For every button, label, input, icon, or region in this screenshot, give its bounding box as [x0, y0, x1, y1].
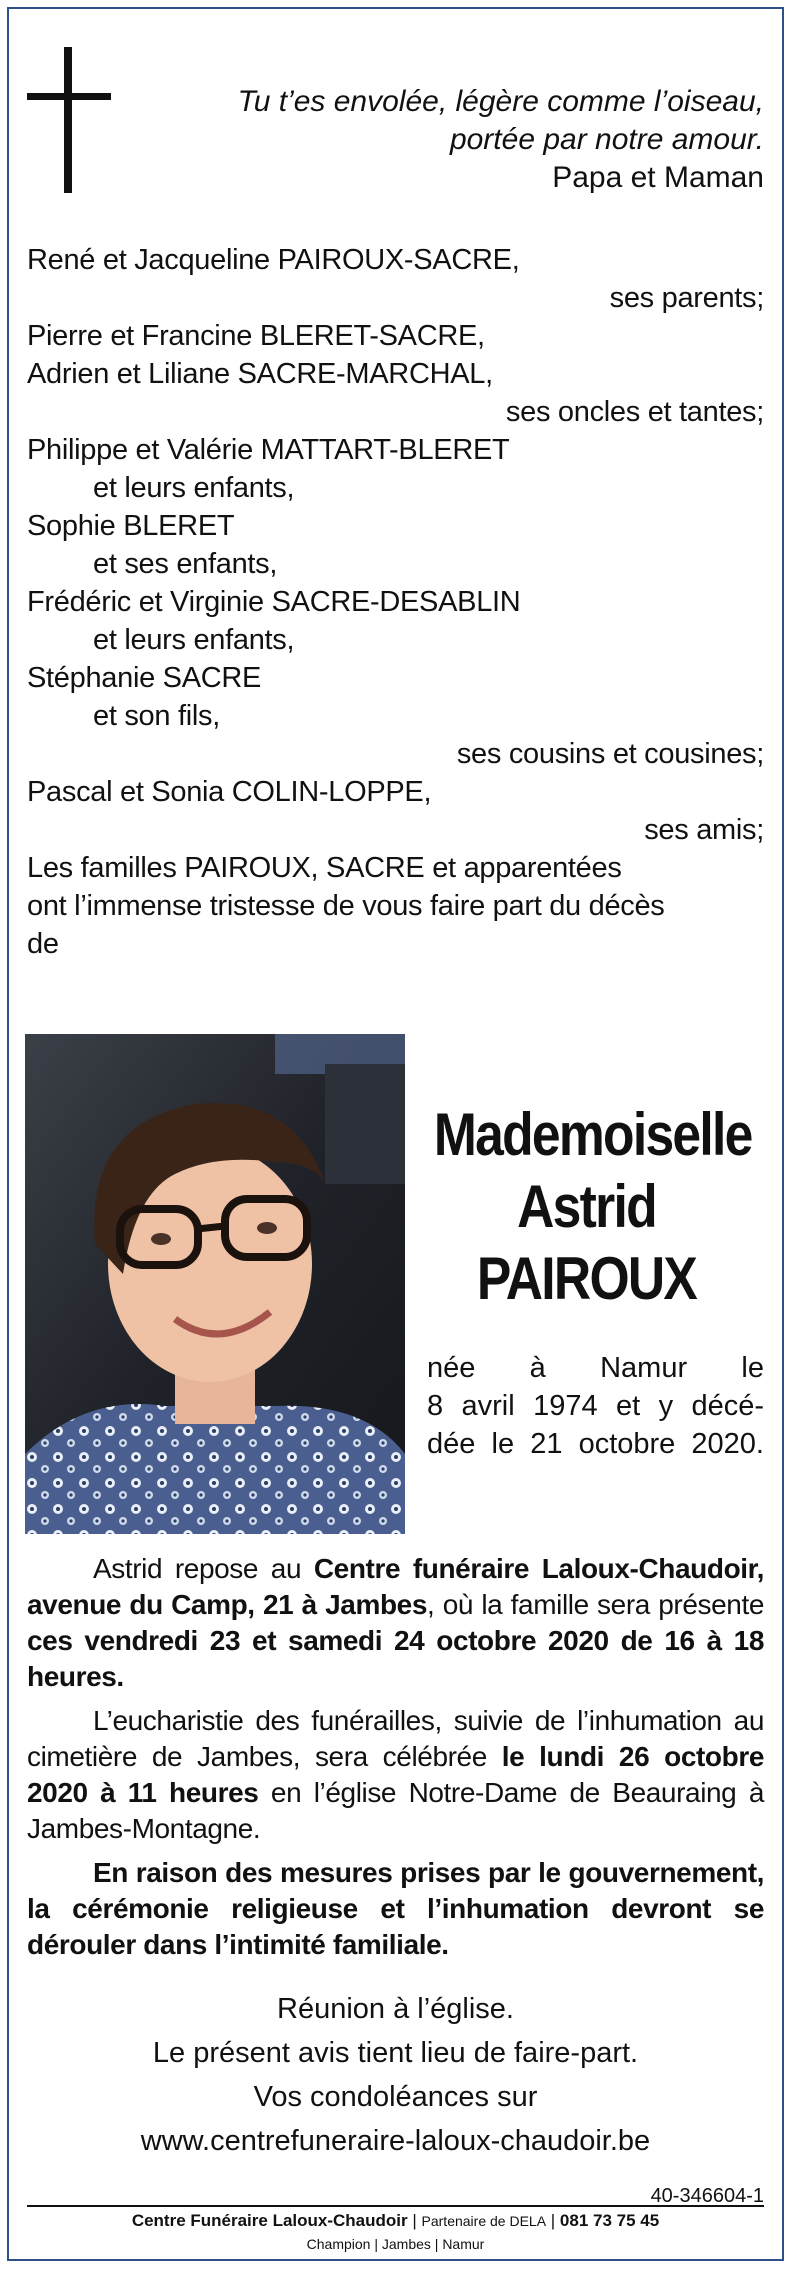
epigraph: [238, 83, 764, 197]
obituary-notice: [7, 7, 784, 2261]
family-subline: et son fils,: [93, 700, 220, 732]
funeral-home-address: Centre funéraire Laloux-Chaudoir, avenue du Camp, 21 à Jambes: [27, 1553, 765, 1620]
family-subline: et ses enfants,: [93, 548, 278, 580]
partner-label: Partenaire de DELA: [421, 2213, 547, 2229]
footer-divider: [27, 2205, 764, 2207]
family-line: Frédéric et Virginie SACRE-DESABLIN: [27, 586, 521, 618]
footer-locations: Champion | Jambes | Namur: [306, 2236, 485, 2252]
family-line: Les familles PAIROUX, SACRE et apparentées: [27, 852, 622, 884]
relation-label: ses amis;: [644, 814, 764, 846]
phone-number: 081 73 75 45: [559, 2211, 660, 2230]
deceased-first-name: Astrid: [517, 1173, 656, 1240]
separator: |: [412, 2211, 422, 2230]
portrait-photo: [25, 1034, 405, 1534]
deceased-last-name: PAIROUX: [476, 1245, 697, 1312]
reference-number: 40-346604-1: [650, 2185, 764, 2207]
condolences-note: Vos condoléances sur: [253, 2081, 538, 2113]
date-line: 8 avril 1974 et y décé-: [427, 1390, 764, 1422]
notice-note: Le présent avis tient lieu de faire-part.: [152, 2037, 639, 2069]
funeral-details: [27, 1551, 764, 1971]
footer: [27, 2209, 764, 2256]
relation-label: ses cousins et cousines;: [456, 738, 764, 770]
epigraph-line: portée par notre amour.: [449, 123, 764, 156]
relation-label: ses oncles et tantes;: [505, 396, 764, 428]
website-link[interactable]: www.centrefuneraire-laloux-chaudoir.be: [140, 2125, 651, 2157]
deceased-title: Mademoiselle: [433, 1101, 752, 1168]
family-line: Pierre et Francine BLERET-SACRE,: [27, 320, 485, 352]
closing-notes: [27, 1987, 764, 2163]
family-line: Philippe et Valérie MATTART-BLERET: [27, 434, 510, 466]
ceremony-date: le lundi 26 octobre 2020 à 11 heures: [27, 1741, 765, 1808]
family-subline: et leurs enfants,: [93, 472, 295, 504]
ceremony-paragraph: L’eucharistie des funérailles, suivie de l’inhumation au cimetière de Jambes, sera célébrée le lundi 26 octobre 2020 à 11 heures en l’église Notre-Dame de Beauraing à Jambes-Montagne.: [27, 1705, 765, 1844]
deceased-name: [433, 1099, 752, 1315]
family-line: Stéphanie SACRE: [27, 662, 262, 694]
separator: |: [550, 2211, 560, 2230]
family-line: René et Jacqueline PAIROUX-SACRE,: [27, 244, 520, 276]
epigraph-line: Tu t’es envolée, légère comme l’oiseau,: [237, 85, 764, 118]
visitation-times: ces vendredi 23 et samedi 24 octobre 2020 de 16 à 18 heures.: [27, 1625, 764, 1692]
relation-label: ses parents;: [609, 282, 764, 314]
family-line: Adrien et Liliane SACRE-MARCHAL,: [27, 358, 493, 390]
funeral-company: Centre Funéraire Laloux-Chaudoir: [131, 2211, 408, 2230]
family-list: [27, 241, 764, 963]
family-line: Sophie BLERET: [27, 510, 235, 542]
date-line: née à Namur le: [427, 1352, 764, 1384]
visitation-paragraph: Astrid repose au Centre funéraire Laloux-Chaudoir, avenue du Camp, 21 à Jambes, où la famille sera présente ces vendredi 23 et samedi 24 octobre 2020 de 16 à 18 heures.: [27, 1553, 765, 1692]
family-line: Pascal et Sonia COLIN-LOPPE,: [27, 776, 432, 808]
birth-death-dates: [427, 1349, 764, 1463]
date-line: dée le 21 octobre 2020.: [427, 1428, 764, 1460]
reunion-note: Réunion à l’église.: [277, 1993, 514, 2025]
announcement-line: ont l’immense tristesse de vous faire part du décès: [27, 890, 665, 922]
announcement-line: de: [27, 928, 59, 960]
family-subline: et leurs enfants,: [93, 624, 295, 656]
cross-icon: [27, 47, 111, 193]
restrictions-paragraph: En raison des mesures prises par le gouvernement, la cérémonie religieuse et l’inhumation devront se dérouler dans l’intimité familiale.: [27, 1857, 764, 1960]
epigraph-signature: Papa et Maman: [552, 161, 764, 194]
